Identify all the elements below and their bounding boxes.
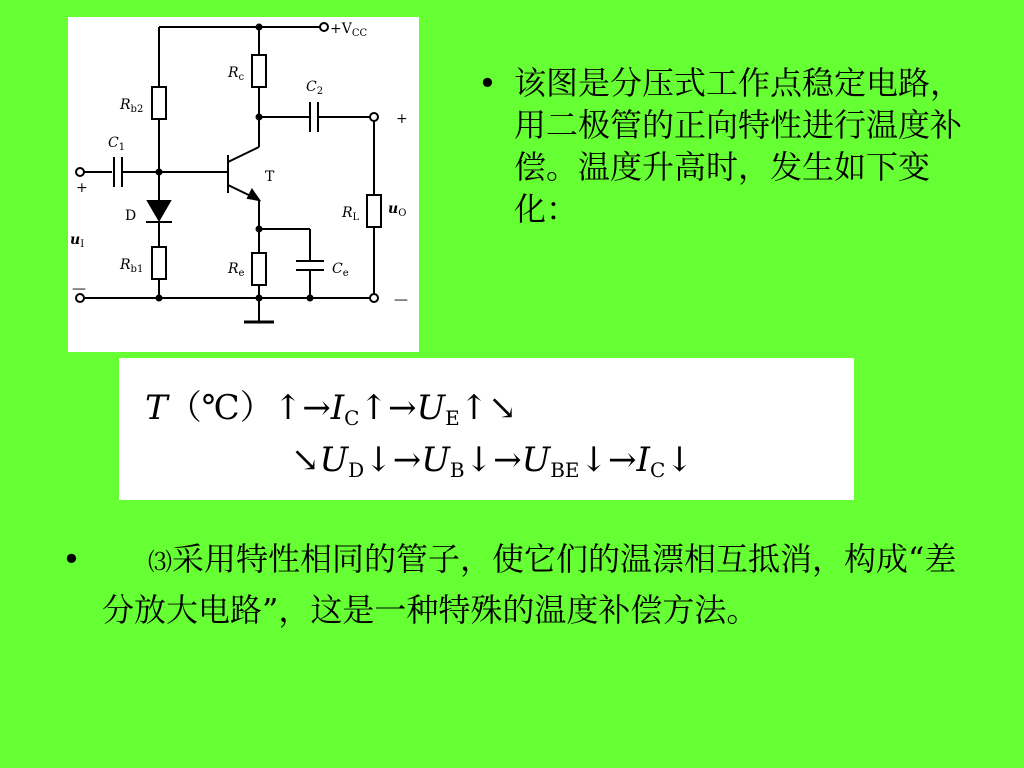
formula-row-2 [291, 440, 694, 482]
formula-right-arrow: → [608, 440, 637, 480]
formula-t: T [145, 388, 168, 428]
uo-label: u [388, 201, 399, 217]
formula-down-arrow: ↓ [364, 440, 393, 480]
svg-text:uI [70, 232, 84, 250]
bullet-dot: • [478, 64, 497, 102]
diode-label: D [125, 208, 137, 224]
rb1-resistor [152, 247, 166, 279]
formula-row-1 [145, 380, 517, 430]
rc-sub: c [238, 72, 245, 83]
formula-ube-sub: BE [550, 458, 580, 482]
svg-text:Ce [332, 261, 349, 279]
svg-text:C1 [108, 135, 125, 153]
formula-ub: U [421, 440, 450, 480]
re-resistor [252, 253, 266, 285]
formula-right-arrow: → [493, 440, 522, 480]
svg-text:Rc [227, 65, 245, 83]
formula-ud: U [319, 440, 349, 480]
formula-diagonal-arrow: ↘ [488, 388, 517, 428]
rl-label: R [342, 205, 353, 221]
transistor-label: T [265, 169, 275, 185]
formula-ic-sub: C [344, 406, 360, 430]
ce-label: C [332, 261, 343, 277]
svg-text:Rb1 [119, 257, 143, 275]
rb2-resistor [152, 87, 166, 119]
formula-ud-sub: D [348, 458, 365, 482]
rl-sub: L [352, 212, 360, 223]
ce-sub: e [342, 268, 349, 279]
formula-ic-sub: C [649, 458, 666, 482]
ui-sub: I [80, 239, 85, 250]
uo-sub: O [398, 208, 407, 219]
circuit-diagram [68, 17, 419, 352]
rb1-label: R [120, 257, 131, 273]
rl-resistor [367, 195, 381, 227]
svg-text:+VCC [330, 21, 367, 39]
formula-right-arrow: → [302, 388, 331, 428]
svg-text:Rb2 [119, 97, 143, 115]
formula-up-arrow: ↑ [273, 388, 303, 428]
formula-down-arrow: ↓ [464, 440, 494, 480]
diode-symbol [148, 201, 170, 220]
circuit-svg [68, 17, 419, 352]
bottom-bullet-body: 采用特性相同的管子，使它们的温漂相互抵消，构成“差分放大电路”，这是一种特殊的温度补偿方法。 [102, 540, 957, 629]
ui-label: u [70, 232, 81, 248]
minus-out-label: — [394, 292, 408, 308]
re-sub: e [238, 268, 245, 279]
formula-ue-sub: E [445, 406, 460, 430]
formula-ub-sub: B [449, 458, 465, 482]
svg-text:RL [341, 205, 360, 223]
formula-ube: U [521, 440, 551, 480]
plus-in-label: + [76, 180, 88, 196]
rb2-sub: b2 [130, 104, 144, 115]
formula-unit: （℃） [167, 388, 274, 428]
formula-down-arrow: ↓ [579, 440, 609, 480]
bottom-bullet-text [102, 535, 962, 634]
rc-resistor [252, 55, 266, 87]
formula-ic: I [636, 440, 650, 480]
right-bullet-text: 该图是分压式工作点稳定电路，用二极管的正向特性进行温度补偿。温度升高时，发生如下变化： [514, 64, 963, 228]
svg-text:C2 [306, 79, 323, 97]
rb2-label: R [120, 97, 131, 113]
svg-text:uO [388, 201, 406, 219]
c2-sub: 2 [316, 86, 324, 97]
rc-label: R [228, 65, 239, 81]
c1-sub: 1 [118, 142, 126, 153]
formula-ic: I [330, 388, 345, 428]
formula-up-arrow: ↑ [359, 388, 388, 428]
formula-diagonal-arrow: ↘ [291, 440, 320, 480]
formula-up-arrow: ↑ [459, 388, 489, 428]
minus-in-label: — [72, 281, 86, 297]
re-label: R [228, 261, 239, 277]
svg-text:Re [227, 261, 245, 279]
formula-box [119, 358, 854, 500]
c2-label: C [306, 79, 317, 95]
bullet-dot: • [62, 540, 81, 578]
formula-down-arrow: ↓ [665, 440, 694, 480]
bullet-number: ⑶ [148, 548, 172, 576]
vcc-label: +V [330, 21, 352, 37]
formula-right-arrow: → [392, 440, 422, 480]
vcc-sub: CC [351, 28, 368, 39]
c1-label: C [108, 135, 119, 151]
formula-ue: U [416, 388, 446, 428]
formula-right-arrow: → [387, 388, 417, 428]
plus-out-label: + [396, 111, 408, 127]
rb1-sub: b1 [130, 264, 144, 275]
